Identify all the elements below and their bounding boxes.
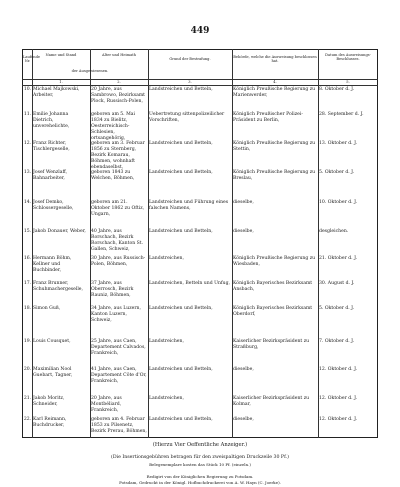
table-cell-alter: 40 Jahre, aus Rorschach, Bezirk Rorschach, Kanton St. Gallen, Schweiz, bbox=[91, 229, 144, 252]
table-cell-grund: Landstreichen, bbox=[149, 256, 184, 261]
table-cell-grund: Landstreichen, bbox=[149, 339, 184, 344]
table-cell-datum: 21. Oktober d. J. bbox=[319, 256, 358, 261]
table-cell-grund: Landstreichen, Betteln und Unfug, bbox=[149, 281, 231, 286]
table-cell-name: Jakob Moritz, Schneider, bbox=[33, 396, 65, 407]
table-cell-behoerde: Königlich Preußischer Polizei-Präsident zu Berlin, bbox=[233, 112, 303, 123]
table-cell-datum: 7. Oktober d. J. bbox=[319, 339, 355, 344]
table-cell-grund: Uebertretung sittenpolizeilicher Vorschriften, bbox=[149, 112, 225, 123]
table-cell-behoerde: Königlich Preußische Regierung zu Wiesbaden, bbox=[233, 256, 316, 267]
table-cell-name: Josef Wenzlaff, Bahnarbeiter, bbox=[33, 170, 68, 181]
footer-line: (Die Insertionsgebühren betragen für den zweispaltigen Druckzeile 30 Pf.) bbox=[111, 455, 289, 460]
table-cell-alter: 25 Jahre, aus Caen, Departement Calvados, Frankreich, bbox=[91, 339, 146, 356]
table-cell-alter: 41 Jahre, aus Caen, Departement Côte d'Or, Frankreich, bbox=[91, 367, 147, 384]
table-cell-alter: 20 Jahre, aus Montbéliard, Frankreich, bbox=[91, 396, 122, 413]
table-cell-behoerde: Königlich Bayerisches Bezirksamt Oberdorf, bbox=[233, 306, 313, 317]
table-cell-nr: 12. bbox=[23, 141, 32, 146]
table-cell-behoerde: Königlich Preußische Regierung zu Marienwerder, bbox=[233, 87, 316, 98]
table-cell-datum: 28. September d. J. bbox=[319, 112, 364, 117]
expulsion-table bbox=[22, 49, 378, 438]
table-cell-datum: 30. August d. J. bbox=[319, 281, 355, 286]
table-cell-grund: Landstreichen, bbox=[149, 396, 184, 401]
table-cell-nr: 15. bbox=[23, 229, 32, 234]
table-cell-alter: geboren am 4. Februar 1853 zu Pilsenetz, Bezirk Prerau, Böhmen, bbox=[91, 417, 147, 434]
table-cell-datum: 12. Oktober d. J. bbox=[319, 417, 358, 422]
table-cell-grund: Landstreichen und Betteln, bbox=[149, 87, 213, 92]
table-cell-behoerde: Königlich Preußische Regierung zu Stettin, bbox=[233, 141, 316, 152]
header-name: Name und Stand bbox=[45, 53, 77, 57]
header-col-number: 2. bbox=[117, 80, 121, 84]
header-col-number: 5. bbox=[346, 80, 350, 84]
table-cell-behoerde: Königlich Preußische Regierung zu Breslau, bbox=[233, 170, 316, 181]
table-cell-behoerde: dieselbe, bbox=[233, 367, 254, 372]
table-cell-nr: 18. bbox=[23, 306, 32, 311]
table-cell-nr: 20. bbox=[23, 367, 32, 372]
header-alter: Alter und Heimath bbox=[102, 53, 136, 57]
header-col-number: 3. bbox=[188, 80, 192, 84]
table-cell-grund: Landstreichen und Betteln, bbox=[149, 141, 213, 146]
table-cell-alter: geboren am 3. Februar 1856 zu Sternberg, Bezirk Komarau, Böhmen, wohnhaft ebendaselbst, bbox=[91, 141, 145, 170]
table-cell-datum: 5. Oktober d. J. bbox=[319, 306, 355, 311]
table-cell-name: Karl Reimann, Buchdrucker, bbox=[33, 417, 67, 428]
table-cell-alter: geboren 1843 zu Welchen, Böhmen, bbox=[91, 170, 135, 181]
header-nr: Laufende Nr. bbox=[23, 55, 41, 64]
table-cell-nr: 13. bbox=[23, 170, 32, 175]
table-cell-nr: 22. bbox=[23, 417, 32, 422]
table-cell-grund: Landstreichen und Betteln, bbox=[149, 170, 213, 175]
table-cell-nr: 11. bbox=[23, 112, 32, 117]
table-cell-behoerde: dieselbe, bbox=[233, 417, 254, 422]
table-cell-name: Franz Richter, Tischlergeselle, bbox=[33, 141, 70, 152]
table-cell-name: Michael Majkowski, Arbeiter, bbox=[33, 87, 80, 98]
table-cell-datum: 12. Oktober d. J. bbox=[319, 367, 358, 372]
table-cell-alter: geboren am 21. Oktober 1862 zu Oftiz, Ungarn, bbox=[91, 200, 145, 217]
table-cell-grund: Landstreichen und Betteln, bbox=[149, 417, 213, 422]
table-cell-name: Hermann Böhm, Kellner und Buchbinder, bbox=[33, 256, 72, 273]
table-cell-nr: 16. bbox=[23, 256, 32, 261]
header-grund: Grund der Bestrafung. bbox=[169, 57, 211, 61]
table-cell-nr: 21. bbox=[23, 396, 32, 401]
table-cell-name: Josef Demko, Schlossergeselle, bbox=[33, 200, 74, 211]
table-cell-datum: 12. Oktober d. J. bbox=[319, 396, 358, 401]
table-cell-grund: Landstreichen und Führung eines falschen Namens, bbox=[149, 200, 229, 211]
header-behoerde: Behörde, welche die Ausweisung beschlossen hat. bbox=[233, 55, 317, 64]
table-cell-behoerde: dieselbe, bbox=[233, 200, 254, 205]
table-cell-behoerde: dieselbe, bbox=[233, 229, 254, 234]
footer-line: Redigirt von der Königlichen Regierung zu Potsdam. bbox=[146, 474, 254, 479]
table-cell-behoerde: Königlich Bayerisches Bezirksamt Ansbach, bbox=[233, 281, 313, 292]
table-cell-behoerde: Kaiserlicher Bezirkspräsident zu Kolmar, bbox=[233, 396, 310, 407]
table-cell-name: Louis Cousquet, bbox=[33, 339, 71, 344]
table-cell-grund: Landstreichen und Betteln, bbox=[149, 306, 213, 311]
footer-note: (Hierzu Vier Oeffentliche Anzeiger.) bbox=[152, 442, 248, 448]
footer-line: Potsdam, Gedruckt in der Königl. Hofbuchdruckerei von A. W. Hayn (C. Joerke). bbox=[119, 480, 281, 485]
table-cell-name: Franz Brunner, Schuhmachergeselle, bbox=[33, 281, 83, 292]
table-cell-alter: 20 Jahre, aus Sambrowo, Bezirksamt Plock, Russisch-Polen, bbox=[91, 87, 146, 104]
table-cell-nr: 10. bbox=[23, 87, 32, 92]
table-cell-name: Jakob Donauer, Weber, bbox=[33, 229, 86, 234]
table-cell-nr: 19. bbox=[23, 339, 32, 344]
table-cell-datum: 8. Oktober d. J. bbox=[319, 87, 355, 92]
table-cell-behoerde: Kaiserlicher Bezirkspräsident zu Straßburg, bbox=[233, 339, 310, 350]
page-number: 449 bbox=[190, 26, 210, 36]
table-cell-name: Maximilian Nool Guebart, Tagner, bbox=[33, 367, 73, 378]
header-divider bbox=[22, 85, 378, 86]
table-cell-grund: Landstreichen und Betteln, bbox=[149, 367, 213, 372]
table-cell-alter: 37 Jahre, aus Oberrosch, Bezirk Rauniz, Böhmen, bbox=[91, 281, 134, 298]
table-cell-name: Simon Guß, bbox=[33, 306, 61, 311]
table-cell-datum: 13. Oktober d. J. bbox=[319, 141, 358, 146]
header-datum: Datum des Ausweisungs-Beschlusses. bbox=[325, 53, 371, 62]
table-cell-grund: Landstreichen und Betteln, bbox=[149, 229, 213, 234]
table-cell-datum: 5. Oktober d. J. bbox=[319, 170, 355, 175]
table-cell-datum: 10. Oktober d. J. bbox=[319, 200, 358, 205]
header-sub-name: der Ausgewiesenen. bbox=[71, 69, 109, 73]
header-col-number: 4. bbox=[273, 80, 277, 84]
table-cell-nr: 17. bbox=[23, 281, 32, 286]
table-cell-alter: geboren am 5. Mai 1834 zu Bielitz, Oesterreichisch-Schlesien, ortsangehörig, bbox=[91, 112, 136, 141]
header-col-number: 1. bbox=[59, 80, 63, 84]
table-cell-nr: 14. bbox=[23, 200, 32, 205]
table-cell-alter: 30 Jahre, aus Russisch-Polen, Böhmen, bbox=[91, 256, 146, 267]
table-cell-datum: desgleichen. bbox=[319, 229, 349, 234]
footer-line: Belegexemplare kosten das Stück 10 Pf. (einzeln.) bbox=[149, 462, 251, 467]
table-cell-name: Emilie Johanna Dietrich, unverehelichte, bbox=[33, 112, 70, 129]
table-cell-alter: 34 Jahre, aus Luzern, Kanton Luzern, Schweiz, bbox=[91, 306, 141, 323]
